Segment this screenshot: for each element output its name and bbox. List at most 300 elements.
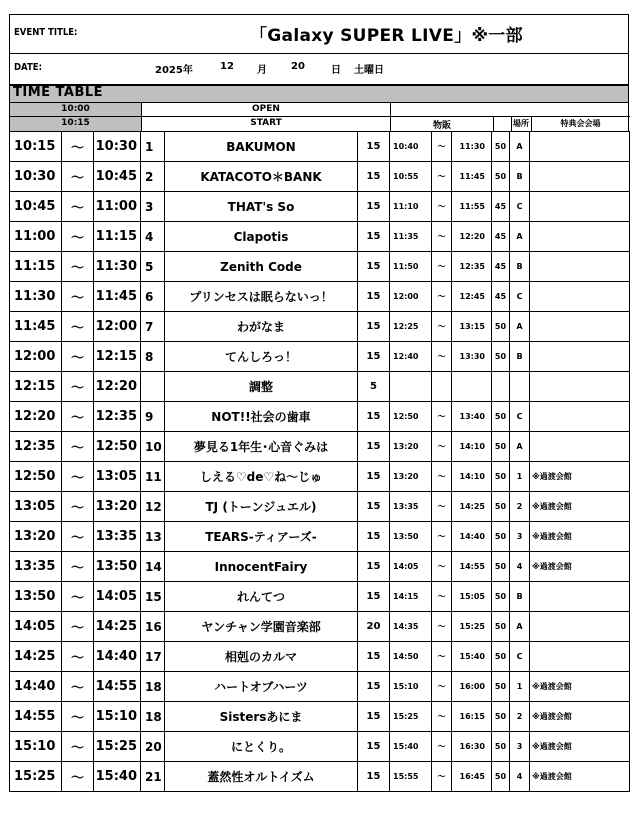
date-month-unit: 月 — [257, 65, 267, 76]
slot-end-time: 15:10 — [94, 702, 141, 732]
merch-place: 3 — [510, 522, 530, 552]
date-label: DATE: — [14, 62, 42, 73]
merch-duration: 50 — [492, 552, 510, 582]
special-venue-label: 特典会会場 — [560, 119, 601, 128]
slot-start-time: 12:00 — [10, 342, 62, 372]
slot-number: 13 — [141, 522, 165, 552]
table-row — [10, 402, 630, 432]
special-venue — [530, 612, 630, 642]
slot-number: 15 — [141, 582, 165, 612]
slot-number: 6 — [141, 282, 165, 312]
slot-end-time: 15:40 — [94, 762, 141, 792]
slot-duration: 15 — [358, 252, 390, 282]
slot-end-time: 12:35 — [94, 402, 141, 432]
merch-duration: 50 — [492, 522, 510, 552]
slot-start-time: 12:20 — [10, 402, 62, 432]
slot-end-time: 14:55 — [94, 672, 141, 702]
merch-end-time: 13:15 — [452, 312, 492, 342]
tilde: 〜 — [62, 492, 94, 522]
tilde: 〜 — [62, 702, 94, 732]
slot-number: 20 — [141, 732, 165, 762]
merch-start-time: 15:25 — [390, 702, 432, 732]
tilde: 〜 — [62, 252, 94, 282]
tilde: 〜 — [432, 732, 452, 762]
tilde: 〜 — [62, 222, 94, 252]
tilde: 〜 — [62, 762, 94, 792]
merch-end-time: 15:40 — [452, 642, 492, 672]
date-year: 2025年 — [155, 65, 193, 76]
schedule-table — [9, 131, 630, 792]
slot-start-time: 11:15 — [10, 252, 62, 282]
merch-duration: 50 — [492, 312, 510, 342]
table-row — [10, 492, 630, 522]
merch-duration: 50 — [492, 492, 510, 522]
tilde: 〜 — [62, 342, 94, 372]
merch-place — [510, 372, 530, 402]
slot-duration: 15 — [358, 672, 390, 702]
table-row — [10, 222, 630, 252]
slot-start-time: 11:00 — [10, 222, 62, 252]
merch-duration: 50 — [492, 762, 510, 792]
special-venue — [530, 342, 630, 372]
merch-start-time: 15:55 — [390, 762, 432, 792]
merch-place: C — [510, 192, 530, 222]
tilde: 〜 — [62, 672, 94, 702]
table-row — [10, 312, 630, 342]
slot-end-time: 10:30 — [94, 132, 141, 162]
slot-duration: 15 — [358, 312, 390, 342]
artist-name: しえる♡de♡ね〜じゅ — [165, 462, 358, 492]
merch-start-time: 10:55 — [390, 162, 432, 192]
special-venue: ※過渡会館 — [530, 492, 630, 522]
slot-start-time: 15:25 — [10, 762, 62, 792]
slot-end-time: 13:50 — [94, 552, 141, 582]
tilde: 〜 — [62, 372, 94, 402]
merch-start-time: 11:10 — [390, 192, 432, 222]
tilde: 〜 — [432, 462, 452, 492]
table-row — [10, 342, 630, 372]
merch-duration: 45 — [492, 222, 510, 252]
tilde: 〜 — [62, 522, 94, 552]
table-row — [10, 702, 630, 732]
slot-start-time: 13:05 — [10, 492, 62, 522]
merch-end-time: 15:25 — [452, 612, 492, 642]
merch-end-time: 16:00 — [452, 672, 492, 702]
tilde: 〜 — [62, 192, 94, 222]
tilde: 〜 — [62, 612, 94, 642]
artist-name: Zenith Code — [165, 252, 358, 282]
slot-duration: 15 — [358, 192, 390, 222]
artist-name: NOT!!社会の歯車 — [165, 402, 358, 432]
merch-place: A — [510, 432, 530, 462]
tilde: 〜 — [62, 732, 94, 762]
merch-place: 1 — [510, 462, 530, 492]
merch-end-time: 13:30 — [452, 342, 492, 372]
special-venue: ※過渡会館 — [530, 732, 630, 762]
event-title-row — [10, 15, 628, 54]
place-label: 場所 — [513, 119, 529, 128]
merch-place: 3 — [510, 732, 530, 762]
artist-name: てんしろっ！ — [165, 342, 358, 372]
special-venue: ※過渡会館 — [530, 702, 630, 732]
merch-end-time: 14:55 — [452, 552, 492, 582]
artist-name: ヤンチャン学園音楽部 — [165, 612, 358, 642]
merch-start-time: 13:50 — [390, 522, 432, 552]
artist-name: THAT's So — [165, 192, 358, 222]
slot-start-time: 10:45 — [10, 192, 62, 222]
date-day: 20 — [291, 61, 305, 72]
merch-place: B — [510, 162, 530, 192]
special-venue: ※過渡会館 — [530, 522, 630, 552]
table-row — [10, 762, 630, 792]
slot-number: 18 — [141, 672, 165, 702]
table-row — [10, 252, 630, 282]
merch-place: 4 — [510, 552, 530, 582]
artist-name: Clapotis — [165, 222, 358, 252]
slot-start-time: 13:20 — [10, 522, 62, 552]
merch-duration: 50 — [492, 732, 510, 762]
table-row — [10, 372, 630, 402]
merch-start-time: 14:15 — [390, 582, 432, 612]
slot-end-time: 12:50 — [94, 432, 141, 462]
merch-duration — [492, 372, 510, 402]
merch-duration: 50 — [492, 582, 510, 612]
table-row — [10, 432, 630, 462]
slot-start-time: 12:35 — [10, 432, 62, 462]
open-start-divider — [10, 116, 390, 117]
start-time: 10:15 — [61, 118, 90, 128]
tilde: 〜 — [432, 522, 452, 552]
merch-place: C — [510, 642, 530, 672]
merch-start-time: 15:40 — [390, 732, 432, 762]
slot-duration: 15 — [358, 522, 390, 552]
special-venue: ※過渡会館 — [530, 462, 630, 492]
merch-duration: 50 — [492, 432, 510, 462]
slot-duration: 15 — [358, 462, 390, 492]
table-row — [10, 552, 630, 582]
merch-place: A — [510, 312, 530, 342]
slot-duration: 15 — [358, 552, 390, 582]
merch-end-time: 13:40 — [452, 402, 492, 432]
merch-place: C — [510, 402, 530, 432]
special-venue: ※過渡会館 — [530, 552, 630, 582]
tilde — [432, 372, 452, 402]
event-header — [9, 14, 629, 84]
merch-place: A — [510, 222, 530, 252]
slot-number: 1 — [141, 132, 165, 162]
slot-start-time: 15:10 — [10, 732, 62, 762]
special-venue — [530, 432, 630, 462]
slot-end-time: 11:00 — [94, 192, 141, 222]
table-row — [10, 642, 630, 672]
slot-start-time: 12:15 — [10, 372, 62, 402]
tilde: 〜 — [62, 432, 94, 462]
slot-start-time: 13:50 — [10, 582, 62, 612]
merch-place: C — [510, 282, 530, 312]
slot-end-time: 14:05 — [94, 582, 141, 612]
slot-start-time: 12:50 — [10, 462, 62, 492]
artist-name: TJ (トーンジュエル) — [165, 492, 358, 522]
tilde: 〜 — [62, 552, 94, 582]
slot-end-time: 13:35 — [94, 522, 141, 552]
slot-duration: 15 — [358, 342, 390, 372]
slot-number — [141, 372, 165, 402]
special-venue: ※過渡会館 — [530, 672, 630, 702]
tilde: 〜 — [432, 282, 452, 312]
open-start-header — [9, 103, 629, 131]
slot-end-time: 15:25 — [94, 732, 141, 762]
tilde: 〜 — [432, 342, 452, 372]
slot-start-time: 11:30 — [10, 282, 62, 312]
tilde: 〜 — [62, 312, 94, 342]
slot-number: 21 — [141, 762, 165, 792]
table-row — [10, 732, 630, 762]
merch-end-time: 14:40 — [452, 522, 492, 552]
special-venue — [530, 582, 630, 612]
merch-place: A — [510, 132, 530, 162]
open-time: 10:00 — [61, 104, 90, 114]
tilde: 〜 — [432, 432, 452, 462]
slot-number: 10 — [141, 432, 165, 462]
merch-start-time: 11:35 — [390, 222, 432, 252]
date-weekday: 土曜日 — [354, 65, 384, 76]
merch-duration: 45 — [492, 192, 510, 222]
slot-duration: 20 — [358, 612, 390, 642]
merch-start-time: 12:40 — [390, 342, 432, 372]
slot-number: 9 — [141, 402, 165, 432]
merch-start-time: 13:20 — [390, 432, 432, 462]
slot-number: 16 — [141, 612, 165, 642]
tilde: 〜 — [432, 252, 452, 282]
merch-duration: 50 — [492, 462, 510, 492]
merch-duration: 45 — [492, 282, 510, 312]
artist-name: ハートオブハーツ — [165, 672, 358, 702]
tilde: 〜 — [432, 222, 452, 252]
artist-name: 調整 — [165, 372, 358, 402]
merch-end-time: 12:35 — [452, 252, 492, 282]
merch-start-time: 13:35 — [390, 492, 432, 522]
merch-end-time: 12:45 — [452, 282, 492, 312]
tilde: 〜 — [432, 582, 452, 612]
artist-name: プリンセスは眠らないっ！ — [165, 282, 358, 312]
slot-duration: 15 — [358, 222, 390, 252]
slot-end-time: 13:20 — [94, 492, 141, 522]
merch-duration: 50 — [492, 672, 510, 702]
start-label: START — [250, 118, 282, 128]
tilde: 〜 — [432, 762, 452, 792]
tilde: 〜 — [432, 552, 452, 582]
slot-number: 4 — [141, 222, 165, 252]
merch-end-time: 11:45 — [452, 162, 492, 192]
tilde: 〜 — [432, 132, 452, 162]
date-row — [10, 53, 628, 84]
merch-end-time — [452, 372, 492, 402]
artist-name: KATACOTO＊BANK — [165, 162, 358, 192]
merch-start-time: 14:50 — [390, 642, 432, 672]
table-row — [10, 192, 630, 222]
merch-end-time: 14:25 — [452, 492, 492, 522]
slot-end-time: 12:00 — [94, 312, 141, 342]
tilde: 〜 — [62, 282, 94, 312]
slot-start-time: 14:25 — [10, 642, 62, 672]
artist-name: 蓋然性オルトイズム — [165, 762, 358, 792]
slot-duration: 15 — [358, 162, 390, 192]
event-title-label: EVENT TITLE: — [14, 27, 78, 38]
merch-duration: 50 — [492, 162, 510, 192]
slot-duration: 15 — [358, 132, 390, 162]
slot-start-time: 10:15 — [10, 132, 62, 162]
merch-start-time: 14:05 — [390, 552, 432, 582]
merch-start-time: 10:40 — [390, 132, 432, 162]
merch-start-time: 13:20 — [390, 462, 432, 492]
tilde: 〜 — [432, 612, 452, 642]
slot-duration: 15 — [358, 282, 390, 312]
tilde: 〜 — [62, 132, 94, 162]
slot-number: 3 — [141, 192, 165, 222]
slot-number: 7 — [141, 312, 165, 342]
slot-end-time: 13:05 — [94, 462, 141, 492]
slot-end-time: 12:15 — [94, 342, 141, 372]
merch-end-time: 16:45 — [452, 762, 492, 792]
merch-start-time: 14:35 — [390, 612, 432, 642]
merch-place: 1 — [510, 672, 530, 702]
tilde: 〜 — [432, 402, 452, 432]
merch-header — [391, 116, 630, 132]
merch-duration: 50 — [492, 612, 510, 642]
tilde: 〜 — [62, 642, 94, 672]
artist-name: 夢見る1年生･心音ぐみは — [165, 432, 358, 462]
special-venue — [530, 162, 630, 192]
tilde: 〜 — [62, 582, 94, 612]
table-row — [10, 612, 630, 642]
tilde: 〜 — [432, 192, 452, 222]
artist-name: Sistersあにま — [165, 702, 358, 732]
date-day-unit: 日 — [331, 65, 341, 76]
special-venue — [530, 642, 630, 672]
merch-start-time: 12:50 — [390, 402, 432, 432]
tilde: 〜 — [432, 702, 452, 732]
slot-start-time: 10:30 — [10, 162, 62, 192]
special-venue — [530, 282, 630, 312]
slot-start-time: 14:40 — [10, 672, 62, 702]
artist-name: れんてつ — [165, 582, 358, 612]
slot-start-time: 11:45 — [10, 312, 62, 342]
slot-number: 18 — [141, 702, 165, 732]
tilde: 〜 — [432, 492, 452, 522]
slot-number: 14 — [141, 552, 165, 582]
table-row — [10, 522, 630, 552]
artist-name: TEARS-ティアーズ- — [165, 522, 358, 552]
special-venue — [530, 402, 630, 432]
event-title: 「Galaxy SUPER LIVE」※一部 — [250, 26, 523, 46]
slot-number: 5 — [141, 252, 165, 282]
merch-place: B — [510, 342, 530, 372]
merch-start-time: 12:25 — [390, 312, 432, 342]
merch-start-time: 11:50 — [390, 252, 432, 282]
slot-start-time: 13:35 — [10, 552, 62, 582]
special-venue — [530, 312, 630, 342]
artist-name: 相剋のカルマ — [165, 642, 358, 672]
slot-end-time: 14:40 — [94, 642, 141, 672]
merch-duration: 50 — [492, 642, 510, 672]
special-venue — [530, 222, 630, 252]
special-venue — [530, 132, 630, 162]
merch-end-time: 11:55 — [452, 192, 492, 222]
slot-duration: 15 — [358, 582, 390, 612]
merch-end-time: 11:30 — [452, 132, 492, 162]
timetable-label: TIME TABLE — [13, 85, 104, 100]
special-venue — [530, 372, 630, 402]
merch-end-time: 15:05 — [452, 582, 492, 612]
slot-duration: 15 — [358, 402, 390, 432]
slot-number: 17 — [141, 642, 165, 672]
merch-end-time: 14:10 — [452, 432, 492, 462]
tilde: 〜 — [432, 312, 452, 342]
date-month: 12 — [220, 61, 234, 72]
merch-end-time: 16:15 — [452, 702, 492, 732]
slot-duration: 15 — [358, 732, 390, 762]
special-venue — [530, 192, 630, 222]
table-row — [10, 462, 630, 492]
artist-name: わがなま — [165, 312, 358, 342]
tilde: 〜 — [432, 672, 452, 702]
merch-duration: 45 — [492, 252, 510, 282]
timetable-sheet — [9, 14, 629, 792]
merch-label: 物販 — [432, 121, 451, 131]
tilde: 〜 — [62, 402, 94, 432]
merch-end-time: 16:30 — [452, 732, 492, 762]
timetable-bar — [9, 84, 629, 103]
slot-start-time: 14:55 — [10, 702, 62, 732]
merch-place: 4 — [510, 762, 530, 792]
slot-duration: 15 — [358, 642, 390, 672]
slot-start-time: 14:05 — [10, 612, 62, 642]
merch-start-time — [390, 372, 432, 402]
slot-number: 2 — [141, 162, 165, 192]
slot-duration: 15 — [358, 762, 390, 792]
slot-end-time: 12:20 — [94, 372, 141, 402]
table-row — [10, 672, 630, 702]
special-venue: ※過渡会館 — [530, 762, 630, 792]
merch-place: A — [510, 612, 530, 642]
merch-end-time: 12:20 — [452, 222, 492, 252]
merch-duration: 50 — [492, 702, 510, 732]
merch-place: 2 — [510, 492, 530, 522]
open-label: OPEN — [252, 104, 280, 114]
slot-number: 12 — [141, 492, 165, 522]
slot-end-time: 14:25 — [94, 612, 141, 642]
slot-end-time: 10:45 — [94, 162, 141, 192]
tilde: 〜 — [62, 462, 94, 492]
slot-duration: 15 — [358, 702, 390, 732]
merch-place: 2 — [510, 702, 530, 732]
merch-duration: 50 — [492, 342, 510, 372]
table-row — [10, 582, 630, 612]
merch-end-time: 14:10 — [452, 462, 492, 492]
slot-end-time: 11:15 — [94, 222, 141, 252]
slot-duration: 5 — [358, 372, 390, 402]
slot-end-time: 11:30 — [94, 252, 141, 282]
merch-duration: 50 — [492, 132, 510, 162]
merch-start-time: 15:10 — [390, 672, 432, 702]
special-venue — [530, 252, 630, 282]
merch-place: B — [510, 582, 530, 612]
artist-name: InnocentFairy — [165, 552, 358, 582]
merch-start-time: 12:00 — [390, 282, 432, 312]
tilde: 〜 — [62, 162, 94, 192]
slot-end-time: 11:45 — [94, 282, 141, 312]
table-row — [10, 162, 630, 192]
